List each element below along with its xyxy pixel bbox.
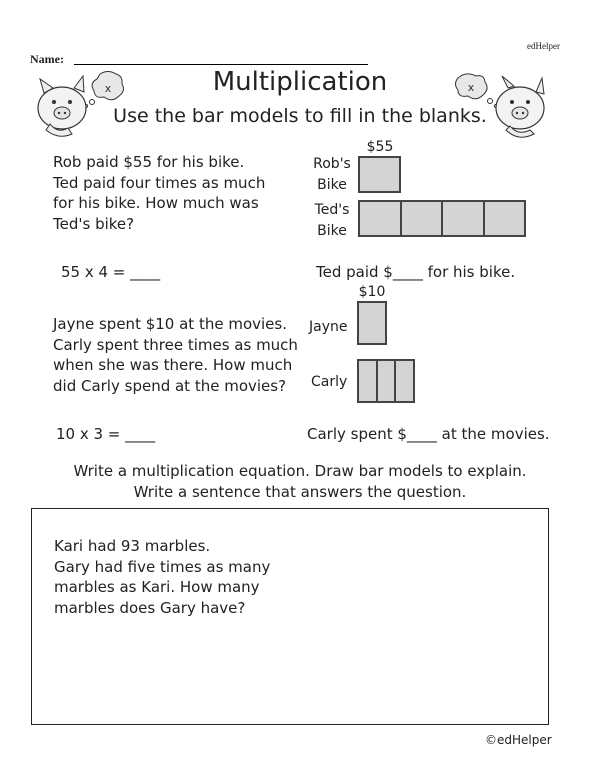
problem-1-equation[interactable]: 55 x 4 = ____: [61, 263, 161, 281]
problem-line: Ted's bike?: [53, 214, 135, 233]
bar-row-label: Jayne: [309, 319, 348, 335]
bar-unit: [358, 302, 386, 344]
problem-line: did Carly spend at the movies?: [53, 376, 287, 395]
bar-unit: [401, 201, 443, 236]
bar-model-jayne: [357, 301, 387, 345]
bar-unit: [358, 360, 377, 402]
instructions: Write a multiplication equation. Draw bar models to explain. Write a sentence that answers the question.: [73, 462, 527, 501]
problem-line: marbles as Kari. How many: [54, 578, 260, 596]
name-label: Name:: [30, 52, 64, 66]
brand-label: edHelper: [527, 41, 560, 51]
bar-model-carly: [357, 359, 415, 403]
problem-1-text: [53, 152, 265, 234]
bar-value-label: $55: [366, 139, 394, 155]
svg-text:x: x: [104, 82, 112, 95]
problem-line: Ted paid four times as much: [53, 173, 266, 192]
bar-model-rob: [358, 156, 401, 193]
problem-line: Gary had five times as many: [54, 557, 271, 576]
problem-line: when she was there. How much: [53, 356, 293, 374]
page-title: Multiplication: [212, 67, 388, 97]
bar-row-label: Ted's Bike: [314, 202, 350, 239]
problem-line: marbles does Gary have?: [54, 598, 246, 617]
svg-text:x: x: [467, 81, 475, 94]
bar-unit: [484, 201, 526, 236]
copyright-label: ©edHelper: [485, 733, 552, 747]
problem-line: Jayne spent $10 at the movies.: [53, 315, 287, 333]
bar-value-label: $10: [358, 284, 386, 300]
problem-2-equation[interactable]: 10 x 3 = ____: [56, 425, 156, 443]
page-subtitle: Use the bar models to fill in the blanks.: [113, 105, 487, 127]
problem-line: Carly spent three times as much: [53, 335, 298, 354]
bar-unit: [395, 360, 414, 402]
bar-row-label: Rob's Bike: [313, 156, 351, 193]
bar-unit: [377, 360, 396, 402]
problem-1-answer[interactable]: Ted paid $____ for his bike.: [316, 263, 516, 281]
bar-row-label: Carly: [311, 374, 348, 390]
bar-unit: [359, 157, 400, 192]
problem-2-text: [53, 314, 298, 396]
problem-line: Rob paid $55 for his bike.: [53, 153, 245, 171]
problem-line: Kari had 93 marbles.: [54, 537, 211, 555]
bar-unit: [442, 201, 484, 236]
bar-unit: [359, 201, 401, 236]
name-line[interactable]: [74, 64, 368, 65]
problem-line: for his bike. How much was: [53, 194, 259, 212]
problem-3-text: [54, 536, 270, 618]
problem-2-answer[interactable]: Carly spent $____ at the movies.: [307, 425, 550, 443]
bar-model-ted: [358, 200, 526, 237]
